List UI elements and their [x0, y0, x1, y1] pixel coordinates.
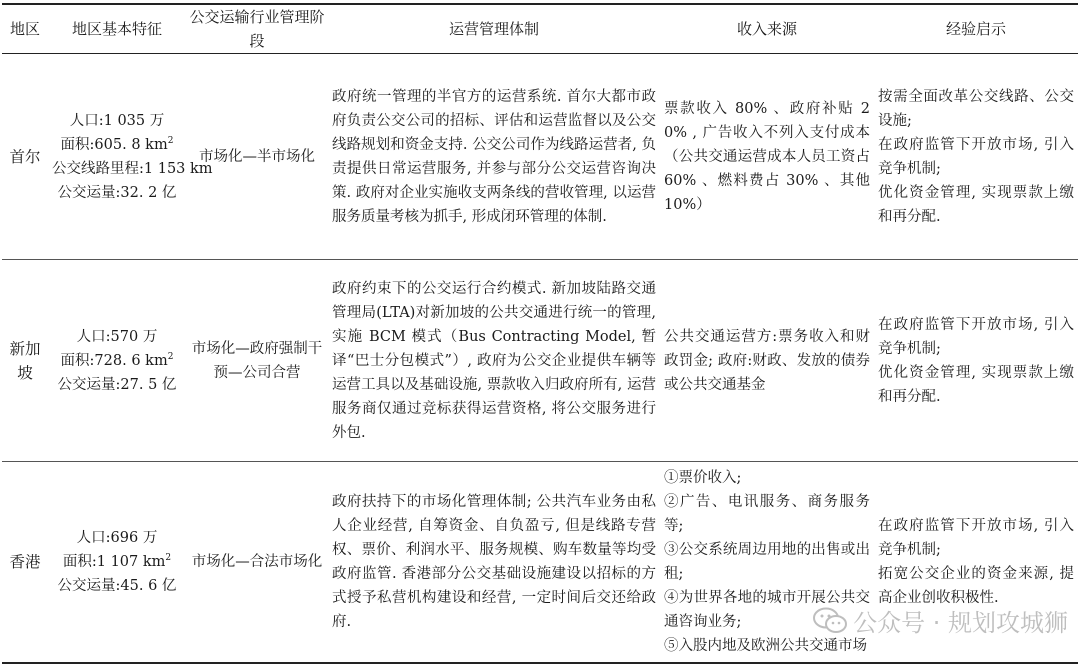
stage-cell: 市场化—政府强制干预—公司合营: [191, 340, 323, 381]
header-income: 收入来源: [736, 20, 797, 38]
feature-population: 人口:1 035 万: [69, 112, 165, 129]
feature-population: 人口:696 万: [76, 530, 158, 546]
table-row-seoul: [2, 54, 1078, 260]
feature-population: 人口:570 万: [76, 328, 158, 345]
feature-ridership: 公交运量:32. 2 亿: [57, 184, 177, 201]
mechanism-cell: 政府扶持下的市场化管理体制; 公共汽车业务由私人企业经营, 自筹资金、自负盈亏, 但是线路专营权、票价、利润水平、服务规模、购车数量等均受政府监管. 香港部分公交基础设施建设以招标的方式授予私营机构建设和经营, 一定时间后交还给政府.: [332, 494, 656, 630]
features-cell: [48, 462, 186, 664]
feature-area: 面积:728. 6 $km^2$: [60, 351, 174, 369]
table-row-singapore: [2, 260, 1078, 462]
feature-area: 面积:1 107 $km^2$: [62, 553, 172, 570]
header-lessons: 经验启示: [945, 20, 1006, 38]
stage-cell: 市场化—半市场化: [199, 148, 315, 165]
feature-ridership: 公交运量:27. 5 亿: [57, 376, 177, 393]
header-mechanism: 运营管理体制: [448, 20, 539, 38]
income-cell: ①票价收入; ②广告、电讯服务、商务服务等; ③公交系统周边用地的出售或出租; ④为世界各地的城市开展公共交通咨询业务; ⑤入股内地及欧洲公共交通市场: [664, 470, 870, 654]
features-cell: [48, 54, 213, 260]
header-features: 地区基本特征: [71, 20, 162, 38]
feature-ridership: 公交运量:45. 6 亿: [57, 578, 177, 594]
region-cell: 香港: [9, 553, 41, 571]
feature-area: 面积:605. 8 $km^2$: [60, 135, 174, 153]
comparison-table: [2, 3, 1078, 664]
table-row-hongkong: [2, 462, 1078, 664]
lessons-cell: 在政府监管下开放市场, 引入竞争机制; 拓宽公交企业的资金来源, 提高企业创收积极性.: [878, 518, 1074, 606]
income-cell: 票款收入 80% 、政府补贴 20% , 广告收入不列入支付成本（公共交通运营成本人员工资占 60% 、燃料费占 30% 、其他 10%）: [664, 100, 870, 213]
mechanism-cell: 政府约束下的公交运行合约模式. 新加坡陆路交通管理局(LTA)对新加坡的公共交通进行统一的管理, 实施 BCM 模式（Bus Contracting Model, 暂译“巴士分包模式”）, 政府为公交企业提供车辆等运营工具以及基础设施, 票款收入归政府所有, 运营服务商仅通过竞标获得运营资格, 将公交服务进行外包.: [332, 280, 656, 441]
region-cell: 首尔: [9, 147, 41, 166]
header-region: 地区: [9, 20, 40, 38]
watermark-text: 公众号 · 规划攻城狮: [853, 609, 1068, 637]
stage-cell: 市场化—合法市场化: [191, 554, 323, 570]
income-cell: 公共交通运营方:票务收入和财政罚金; 政府:财政、发放的债券或公共交通基金: [664, 328, 870, 393]
mechanism-cell: 政府统一管理的半官方的运营系统. 首尔大都市政府负责公交公司的招标、评估和运营监督以及公交线路规划和资金支持. 公交公司作为线路运营者, 负责提供日常运营服务, 并参与部分公交运营咨询决策. 政府对企业实施收支两条线的营收管理, 以运营服务质量考核为抓手, 形成闭环管理的体制.: [332, 88, 656, 225]
features-cell: [48, 260, 186, 462]
feature-route-length: 公交线路里程:1 153 km: [52, 160, 213, 177]
lessons-cell: 按需全面改革公交线路、公交设施; 在政府监管下开放市场, 引入竞争机制; 优化资金管理, 实现票款上缴和再分配.: [878, 88, 1074, 225]
table-header-row: [2, 4, 1078, 54]
region-cell: 新加坡: [9, 339, 41, 382]
header-stage: 公交运输行业管理阶段: [189, 8, 325, 50]
lessons-cell: 在政府监管下开放市场, 引入竞争机制; 优化资金管理, 实现票款上缴和再分配.: [878, 316, 1074, 405]
